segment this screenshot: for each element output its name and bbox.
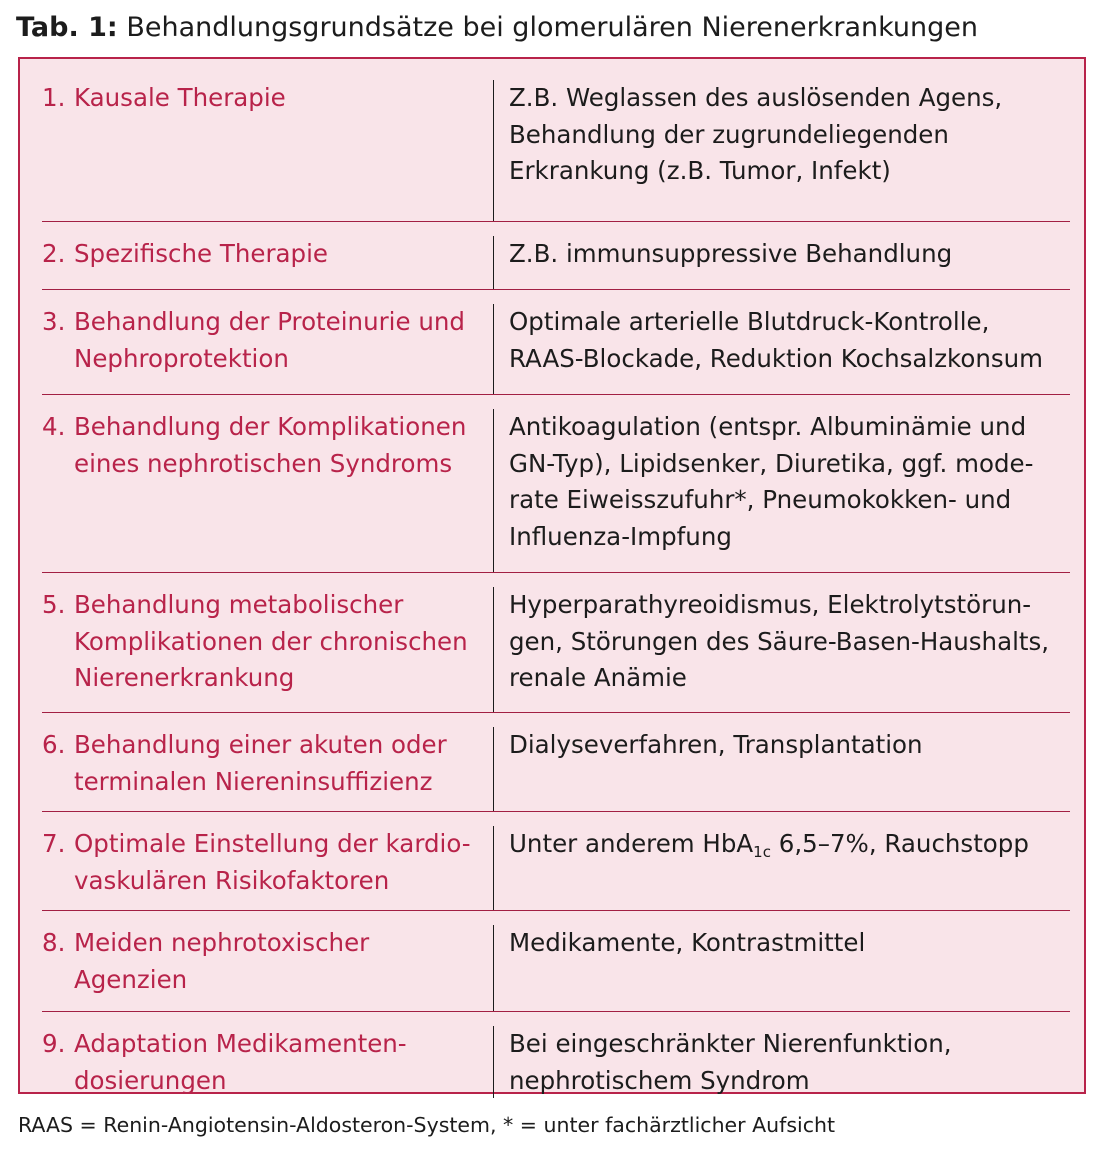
table-row (42, 222, 1070, 290)
principle-cell (42, 925, 494, 1011)
principle-label: Adaptation Medikamenten- dosierungen (74, 1029, 407, 1095)
measure-cell: Medikamente, Kontrastmittel (509, 928, 866, 957)
principle-label: Optimale Einstellung der kardio- vaskulären Risikofaktoren (74, 829, 471, 895)
row-number: 9. (42, 1029, 66, 1058)
row-number: 2. (42, 239, 66, 268)
table-row (42, 79, 1070, 222)
row-number: 8. (42, 928, 66, 957)
principle-cell (42, 1026, 494, 1098)
principle-label: Meiden nephrotoxischer Agenzien (74, 928, 370, 994)
measure-cell: Dialyseverfahren, Transplantation (509, 730, 923, 759)
principle-cell (42, 587, 494, 712)
principle-label: Behandlung der Komplikationen eines nephrotischen Syndroms (74, 412, 467, 478)
measure-cell: Bei eingeschränkter Nierenfunktion, nephrotischem Syndrom (509, 1029, 952, 1095)
table-body (42, 79, 1070, 1098)
principle-cell (42, 409, 494, 572)
principle-cell (42, 727, 494, 811)
principle-label: Behandlung der Proteinurie und Nephroprotektion (74, 307, 465, 373)
principle-cell (42, 304, 494, 394)
measure-cell: Antikoagulation (entspr. Albuminämie und GN-Typ), Lipidsenker, Diuretika, ggf. mode- rate Eiweisszufuhr*, Pneumokokken- und Influenza-Impfung (509, 412, 1034, 551)
measure-cell: Unter anderem HbA$_{1c}$ 6,5–7%, Rauchstopp (509, 829, 1029, 861)
table-row (42, 713, 1070, 812)
table-caption: Behandlungsgrundsätze bei glomerulären Nierenerkrankungen (126, 12, 978, 43)
measure-cell: Hyperparathyreoidismus, Elektrolytstörun- gen, Störungen des Säure-Basen-Haushalts, renale Anämie (509, 590, 1050, 692)
table-row (42, 395, 1070, 573)
table-row (42, 1012, 1070, 1098)
row-number: 6. (42, 730, 66, 759)
row-number: 5. (42, 590, 66, 619)
table-row (42, 911, 1070, 1012)
row-number: 4. (42, 412, 66, 441)
table-row (42, 573, 1070, 713)
principle-label: Kausale Therapie (74, 83, 286, 112)
table-title (16, 10, 978, 46)
footnote: RAAS = Renin-Angiotensin-Aldosteron-System, * = unter fachärztlicher Aufsicht (18, 1113, 836, 1137)
principle-cell (42, 80, 494, 221)
measure-cell: Z.B. Weglassen des auslösenden Agens, Behandlung der zugrundeliegenden Erkrankung (z.B. Tumor, Infekt) (509, 83, 1003, 185)
row-number: 3. (42, 307, 66, 336)
row-number: 7. (42, 829, 66, 858)
table-row (42, 290, 1070, 395)
row-number: 1. (42, 83, 66, 112)
principle-label: Behandlung einer akuten oder terminalen Niereninsuffizienz (74, 730, 447, 796)
principle-cell (42, 826, 494, 910)
principle-label: Spezifische Therapie (74, 239, 328, 268)
subscript: 1c (753, 843, 771, 861)
table-box (18, 57, 1086, 1094)
principle-label: Behandlung metabolischer Komplikationen der chronischen Nierenerkrankung (74, 590, 468, 692)
table-number: Tab. 1: (16, 12, 118, 43)
measure-cell: Optimale arterielle Blutdruck-Kontrolle, RAAS-Blockade, Reduktion Kochsalzkonsum (509, 307, 1044, 373)
table-row (42, 812, 1070, 911)
principle-cell (42, 236, 494, 289)
measure-cell: Z.B. immunsuppressive Behandlung (509, 239, 953, 268)
